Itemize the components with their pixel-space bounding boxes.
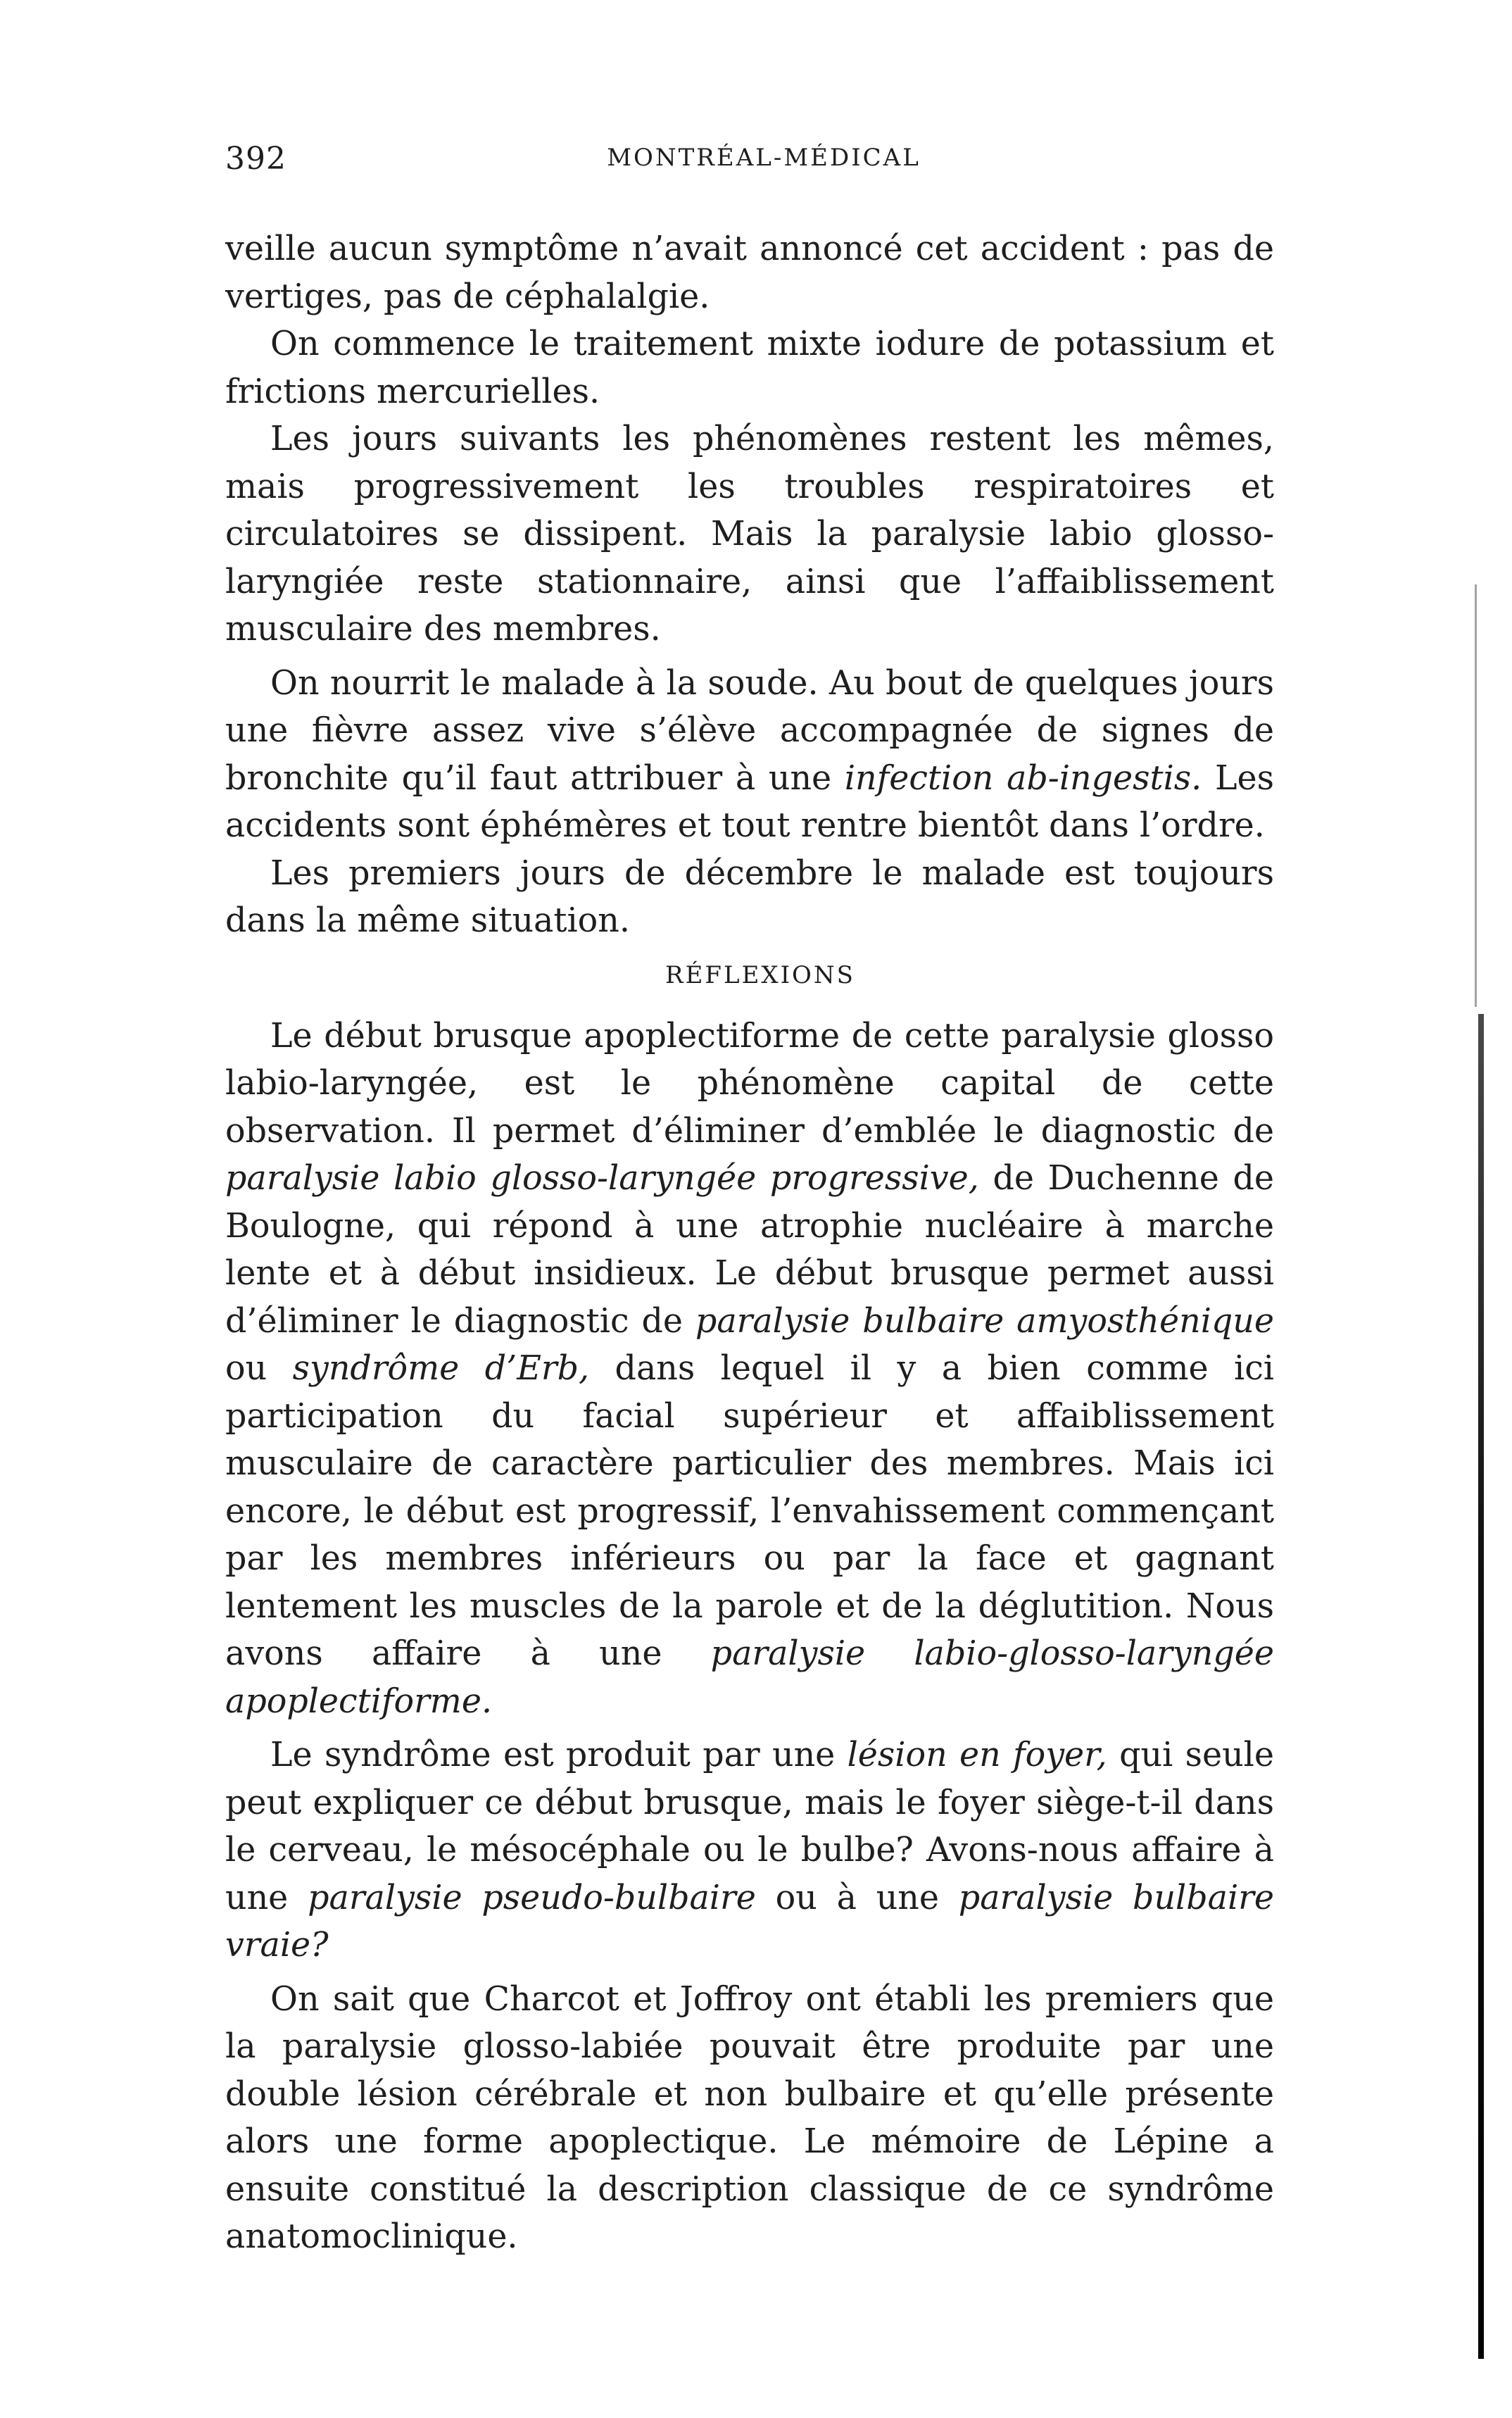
text-run: On sait que Charcot et Joffroy ont établi les premiers que la paralysie glosso-labiée pouvait être produite par une double lésion cérébrale et non bulbaire et qu’elle présente alors une forme apoplectique. Le mémoire de Lépine a ensuite constitué la description classique de ce syndrôme anatomoclinique.	[225, 1979, 1274, 2256]
text-run: On commence le traitement mixte iodure de potassium et frictions mercurielles.	[225, 325, 1274, 411]
body-text	[225, 225, 1274, 2261]
italic-term: syndrôme d’Erb,	[292, 1349, 590, 1388]
paragraph	[225, 1976, 1274, 2261]
italic-term: infection ab-ingestis.	[844, 758, 1202, 798]
section-heading: RÉFLEXIONS	[665, 960, 855, 989]
running-head	[225, 141, 1274, 183]
italic-term: paralysie bulbaire vraie?	[225, 1878, 1274, 1965]
text-run: ou à une	[755, 1878, 959, 1917]
italic-term: paralysie pseudo-bulbaire	[308, 1878, 756, 1917]
scan-edge-shadow	[1475, 584, 1477, 1007]
italic-term: paralysie labio-glosso-laryngée apoplectiforme.	[225, 1634, 1274, 1721]
text-run: On nourrit le malade à la soude. Au bout de quelques jours une fièvre assez vive s’élève accompagnée de signes de bronchite qu’il faut attribuer à une	[225, 663, 1274, 798]
italic-term: lésion en foyer,	[847, 1736, 1107, 1774]
text-run: Les jours suivants les phénomènes restent les mêmes, mais progressivement les troubles respiratoires et circulatoires se dissipent. Mais la paralysie labio glosso-laryngiée reste stationnaire, ainsi que l’affaiblissement musculaire des membres.	[225, 420, 1274, 649]
italic-term: paralysie bulbaire amyosthénique	[695, 1301, 1274, 1341]
journal-title: MONTRÉAL-MÉDICAL	[607, 144, 921, 172]
text-run: Les premiers jours de décembre le malade est toujours dans la même situation.	[225, 853, 1274, 940]
text-run: de Duchenne de Boulogne, qui répond à une atrophie nucléaire à marche lente et à début insidieux. Le début brusque permet aussi d’éliminer le diagnostic de	[225, 1159, 1275, 1341]
paragraph	[225, 415, 1274, 653]
italic-term: paralysie labio glosso-laryngée progressive,	[225, 1159, 979, 1198]
paragraph	[225, 660, 1274, 850]
paragraph	[225, 850, 1274, 945]
text-run: Le début brusque apoplectiforme de cette paralysie glosso labio-laryngée, est le phénomène capital de cette observation. Il permet d’éliminer d’emblée le diagnostic de	[225, 1016, 1274, 1151]
text-run: dans lequel il y a bien comme ici participation du facial supérieur et affaiblissement musculaire de caractère particulier des membres. Mais ici encore, le début est progressif, l’envahissement commençant par les membres inférieurs ou par la face et gagnant lentement les muscles de la parole et de la déglutition. Nous avons affaire à une	[225, 1349, 1275, 1673]
paragraph	[225, 1731, 1274, 1969]
text-run: veille aucun symptôme n’avait annoncé cet accident : pas de vertiges, pas de céphalalgie.	[225, 230, 1274, 316]
paragraph-continuation	[225, 225, 1274, 320]
text-run: Les accidents sont éphémères et tout rentre bientôt dans l’ordre.	[225, 758, 1274, 845]
paragraph	[225, 1013, 1274, 1726]
text-run: Le syndrôme est produit par une	[270, 1736, 848, 1774]
page-number: 392	[225, 141, 286, 177]
text-run: ou	[225, 1349, 293, 1388]
scan-edge-shadow	[1478, 1014, 1484, 2359]
text-run: qui seule peut expliquer ce début brusque, mais le foyer siège-t-il dans le cerveau, le mésocéphale ou le bulbe? Avons-nous affaire à une	[225, 1736, 1274, 1917]
paragraph	[225, 320, 1274, 415]
